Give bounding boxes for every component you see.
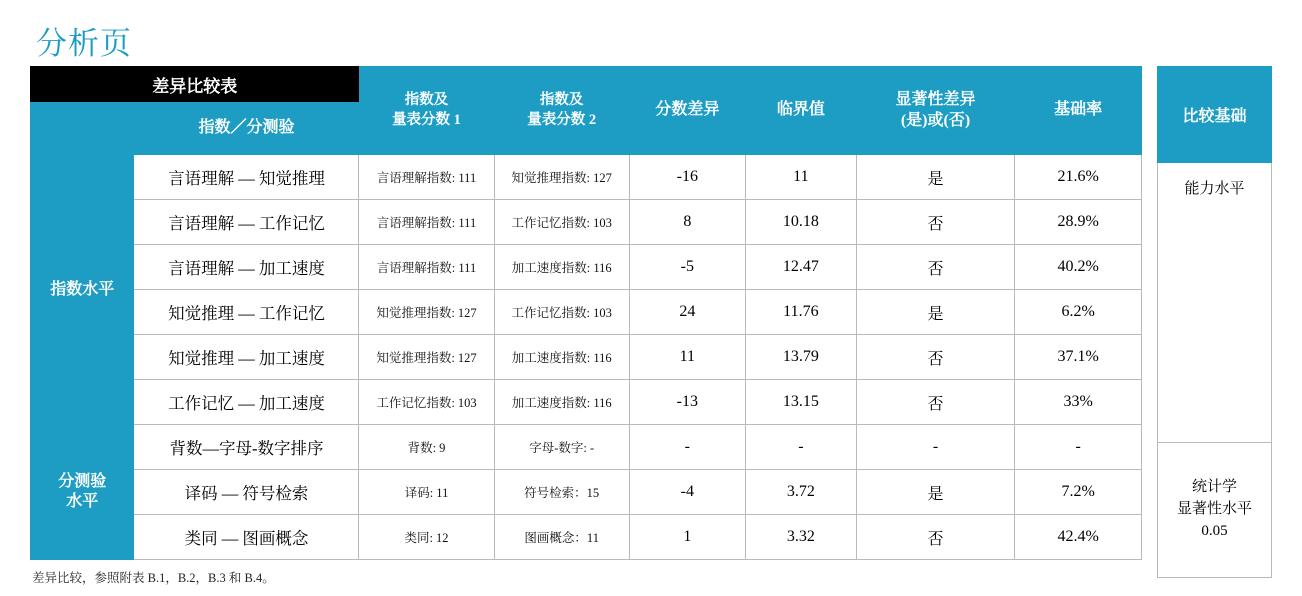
page-title: 分析页 xyxy=(36,26,132,61)
header-critical-label: 临界值 xyxy=(746,100,856,121)
header-cell-diff xyxy=(629,67,745,155)
side-cell-line1: 统计学 xyxy=(1191,479,1237,496)
header-significant-line1: 显著性差异 xyxy=(857,90,1014,111)
header-cell-score1 xyxy=(359,67,494,155)
header-score1-line1: 指数及 xyxy=(359,91,493,110)
row-significant: 是 xyxy=(856,290,1014,335)
row-score1: 工作记忆指数: 103 xyxy=(359,380,494,425)
row-base-rate: 33% xyxy=(1015,380,1142,425)
group-label-subtest-level xyxy=(31,425,134,560)
row-critical: 13.79 xyxy=(745,335,856,380)
row-pair-label: 知觉推理 — 加工速度 xyxy=(134,335,359,380)
side-header-label: 比较基础 xyxy=(1158,67,1272,163)
row-significant: 否 xyxy=(856,245,1014,290)
row-score1: 背数: 9 xyxy=(359,425,494,470)
row-diff: -16 xyxy=(629,155,745,200)
header-cell-pair: 指数／分测验 xyxy=(134,102,359,155)
row-pair-label: 类同 — 图画概念 xyxy=(134,515,359,560)
header-cell-score2 xyxy=(494,67,629,155)
row-pair-label: 言语理解 — 工作记忆 xyxy=(134,200,359,245)
row-significant: 是 xyxy=(856,155,1014,200)
row-significant: 否 xyxy=(856,380,1014,425)
side-cell-line3: 0.05 xyxy=(1201,522,1228,539)
row-diff: - xyxy=(629,425,745,470)
row-pair-label: 工作记忆 — 加工速度 xyxy=(134,380,359,425)
row-pair-label: 背数—字母-数字排序 xyxy=(134,425,359,470)
row-critical: 13.15 xyxy=(745,380,856,425)
comparison-basis-table xyxy=(1157,66,1272,578)
row-critical: 12.47 xyxy=(745,245,856,290)
header-diff-label: 分数差异 xyxy=(630,100,745,121)
row-critical: 11.76 xyxy=(745,290,856,335)
table-row xyxy=(31,200,1142,245)
row-score1: 言语理解指数: 111 xyxy=(359,245,494,290)
row-score2: 加工速度指数: 116 xyxy=(494,245,629,290)
table-row xyxy=(31,515,1142,560)
row-base-rate: 37.1% xyxy=(1015,335,1142,380)
side-row-statistical xyxy=(1158,443,1272,578)
group-label-line1: 分测验 xyxy=(58,473,107,490)
row-pair-label: 言语理解 — 知觉推理 xyxy=(134,155,359,200)
header-cell-significant xyxy=(856,67,1014,155)
row-base-rate: - xyxy=(1015,425,1142,470)
row-score1: 言语理解指数: 111 xyxy=(359,200,494,245)
row-score2: 加工速度指数: 116 xyxy=(494,335,629,380)
header-spacer-cell xyxy=(31,102,134,155)
row-diff: -13 xyxy=(629,380,745,425)
row-significant: 否 xyxy=(856,200,1014,245)
header-cell-critical xyxy=(745,67,856,155)
row-diff: -5 xyxy=(629,245,745,290)
row-diff: 11 xyxy=(629,335,745,380)
row-score1: 类同: 12 xyxy=(359,515,494,560)
row-critical: 11 xyxy=(745,155,856,200)
table-row xyxy=(31,155,1142,200)
row-diff: 8 xyxy=(629,200,745,245)
row-significant: 是 xyxy=(856,470,1014,515)
side-row-ability xyxy=(1158,163,1272,443)
row-score2: 知觉推理指数: 127 xyxy=(494,155,629,200)
row-base-rate: 42.4% xyxy=(1015,515,1142,560)
table-row xyxy=(31,425,1142,470)
row-diff: -4 xyxy=(629,470,745,515)
row-diff: 24 xyxy=(629,290,745,335)
row-significant: 否 xyxy=(856,335,1014,380)
row-significant: - xyxy=(856,425,1014,470)
row-score2: 工作记忆指数: 103 xyxy=(494,200,629,245)
table-row xyxy=(31,470,1142,515)
header-cell-base-rate xyxy=(1015,67,1142,155)
table-row xyxy=(31,335,1142,380)
row-score1: 言语理解指数: 111 xyxy=(359,155,494,200)
header-significant-line2: (是)或(否) xyxy=(857,111,1014,132)
header-base-rate-label: 基础率 xyxy=(1015,100,1141,121)
group-label-line2: 水平 xyxy=(66,493,99,510)
side-header-row xyxy=(1158,67,1272,163)
row-critical: 3.72 xyxy=(745,470,856,515)
side-cell-statistical-significance xyxy=(1158,443,1272,578)
difference-comparison-table-container xyxy=(30,66,1142,560)
row-pair-label: 译码 — 符号检索 xyxy=(134,470,359,515)
group-label-index-level: 指数水平 xyxy=(31,155,134,425)
row-critical: 3.32 xyxy=(745,515,856,560)
row-score1: 知觉推理指数: 127 xyxy=(359,290,494,335)
comparison-basis-table-container xyxy=(1157,66,1272,578)
table-corner-title: 差异比较表 xyxy=(31,67,359,102)
row-base-rate: 40.2% xyxy=(1015,245,1142,290)
row-score2: 工作记忆指数: 103 xyxy=(494,290,629,335)
row-significant: 否 xyxy=(856,515,1014,560)
row-base-rate: 21.6% xyxy=(1015,155,1142,200)
side-cell-line2: 显著性水平 xyxy=(1176,501,1252,518)
row-base-rate: 6.2% xyxy=(1015,290,1142,335)
row-critical: - xyxy=(745,425,856,470)
table-row xyxy=(31,290,1142,335)
row-base-rate: 7.2% xyxy=(1015,470,1142,515)
side-cell-ability-level: 能力水平 xyxy=(1158,163,1272,443)
row-score2: 字母-数字: - xyxy=(494,425,629,470)
row-base-rate: 28.9% xyxy=(1015,200,1142,245)
row-critical: 10.18 xyxy=(745,200,856,245)
row-score1: 知觉推理指数: 127 xyxy=(359,335,494,380)
row-pair-label: 知觉推理 — 工作记忆 xyxy=(134,290,359,335)
difference-comparison-table xyxy=(30,66,1142,560)
table-header-row-title xyxy=(31,67,1142,102)
row-score2: 符号检索：15 xyxy=(494,470,629,515)
row-score2: 图画概念：11 xyxy=(494,515,629,560)
header-score2-line2: 量表分数 2 xyxy=(495,111,629,130)
header-score1-line2: 量表分数 1 xyxy=(359,111,493,130)
row-diff: 1 xyxy=(629,515,745,560)
table-row xyxy=(31,380,1142,425)
table-footnote: 差异比较，参照附表 B.1，B.2，B.3 和 B.4。 xyxy=(32,571,275,585)
row-score1: 译码: 11 xyxy=(359,470,494,515)
row-pair-label: 言语理解 — 加工速度 xyxy=(134,245,359,290)
header-score2-line1: 指数及 xyxy=(495,91,629,110)
row-score2: 加工速度指数: 116 xyxy=(494,380,629,425)
table-row xyxy=(31,245,1142,290)
